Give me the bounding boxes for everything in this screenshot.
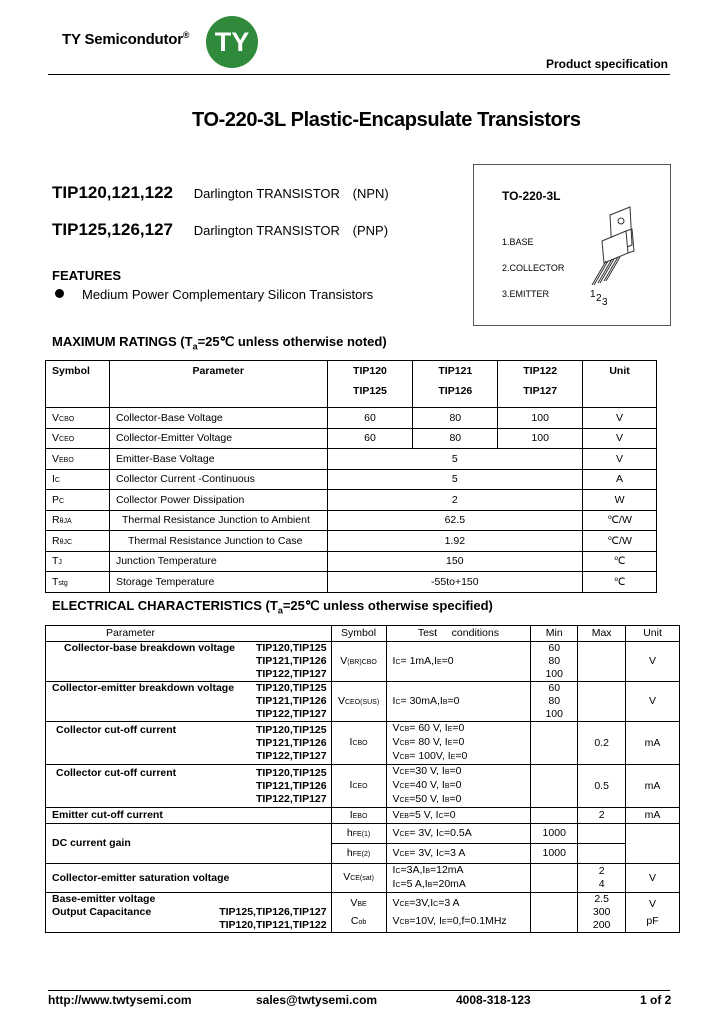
page-number: 1 of 2 — [640, 993, 672, 1007]
electrical-header: Parameter Symbol Test conditions Min Max Unit — [46, 626, 680, 642]
table-row: IC Collector Current -Continuous 5 A — [46, 469, 657, 490]
electrical-heading: ELECTRICAL CHARACTERISTICS ($T_a=25℃$ unless otherwise specified) — [52, 598, 493, 616]
table-row: Emitter cut-off current IEBO VEB=5 V, IC=0 2 mA — [46, 808, 680, 824]
part-npn: TIP120,121,122 Darlington TRANSISTOR (NPN) — [52, 183, 389, 202]
pin-number-1: 1 — [590, 289, 596, 300]
header-rule — [48, 74, 670, 75]
table-row: PC Collector Power Dissipation 2 W — [46, 490, 657, 511]
electrical-table — [45, 625, 680, 933]
to220-package-icon — [582, 201, 664, 305]
footer-rule — [48, 990, 670, 991]
pin-number-2: 2 — [596, 293, 602, 304]
table-row: RθJC Thermal Resistance Junction to Case 1.92 ℃/W — [46, 531, 657, 552]
table-row: Collector cut-off current TIP120,TIP125 TIP121,TIP126 TIP122,TIP127 ICEO VCE=30 V, IB=0 VCE=40 V, IB=0 VCE=50 V, IB=0 0.5 mA — [46, 765, 680, 808]
col-tip122: TIP122 TIP127 — [498, 361, 583, 408]
footer-phone: 4008-318-123 — [456, 993, 531, 1007]
table-row: Tstg Storage Temperature -55to+150 ℃ — [46, 572, 657, 593]
page-title: TO-220-3L Plastic-Encapsulate Transistors — [192, 109, 581, 131]
table-row: VEBO Emitter-Base Voltage 5 V — [46, 449, 657, 470]
footer-email-link[interactable]: sales@twtysemi.com — [256, 993, 378, 1007]
col-parameter: Parameter — [109, 361, 327, 408]
table-row: Base-emitter voltage Output Capacitance TIP125,TIP126,TIP127 TIP120,TIP121,TIP122 VBE Cob VCE=3V,IC=3 A VCB=10V, IE=0,f=0.1MHz 2.5 300 200 V pF — [46, 893, 680, 933]
part-pnp: TIP125,126,127 Darlington TRANSISTOR (PNP) — [52, 220, 389, 239]
table-row: hFE(2) VCE= 3V, IC=3 A 1000 — [46, 844, 680, 864]
table-row: RθJA Thermal Resistance Junction to Ambient 62.5 ℃/W — [46, 510, 657, 531]
col-tip121: TIP121 TIP126 — [413, 361, 498, 408]
table-row: VCEO Collector-Emitter Voltage 60 80 100 V — [46, 428, 657, 449]
col-tip120: TIP120 TIP125 — [327, 361, 413, 408]
pin-number-3: 3 — [602, 297, 608, 305]
footer-url-link[interactable]: http://www.twtysemi.com — [48, 993, 192, 1007]
col-symbol: Symbol — [46, 361, 110, 408]
table-row: TJ Junction Temperature 150 ℃ — [46, 551, 657, 572]
table-row: Collector-emitter saturation voltage VCE(sat) IC=3A,IB=12mA IC=5 A,IB=20mA 2 4 V — [46, 864, 680, 893]
company-logo: TY — [206, 16, 258, 68]
pin-collector-label: 2.COLLECTOR — [502, 263, 565, 273]
max-ratings-heading: MAXIMUM RATINGS ($T_a=25℃$ unless otherwise noted) — [52, 334, 387, 352]
table-row: DC current gain hFE(1) VCE= 3V, IC=0.5A 1000 — [46, 824, 680, 844]
table-row: Collector-base breakdown voltage TIP120,TIP125 TIP121,TIP126 TIP122,TIP127 V(BR)CBO IC= 1mA,IE=0 60 80 100 V — [46, 642, 680, 682]
max-ratings-header — [46, 361, 657, 408]
col-unit: Unit — [583, 361, 657, 408]
pin-base-label: 1.BASE — [502, 237, 534, 247]
table-row: VCBO Collector-Base Voltage 60 80 100 V — [46, 408, 657, 429]
pin-emitter-label: 3.EMITTER — [502, 289, 550, 299]
package-box — [473, 164, 671, 326]
package-title: TO-220-3L — [502, 189, 561, 203]
feature-item: Medium Power Complementary Silicon Transistors — [82, 287, 374, 302]
bullet-icon — [55, 289, 64, 298]
table-row: Collector cut-off current TIP120,TIP125 TIP121,TIP126 TIP122,TIP127 ICBO VCB= 60 V, IE=0 VCB= 80 V, IE=0 VCB= 100V, IE=0 0.2 mA — [46, 722, 680, 765]
brand-name: TY Semicondutor® — [62, 30, 190, 48]
table-row: Collector-emitter breakdown voltage TIP120,TIP125 TIP121,TIP126 TIP122,TIP127 VCEO(SUS) IC= 30mA,IB=0 60 80 100 V — [46, 682, 680, 722]
max-ratings-table — [45, 360, 657, 593]
product-specification-label: Product specification — [545, 57, 668, 71]
features-heading: FEATURES — [52, 268, 122, 283]
